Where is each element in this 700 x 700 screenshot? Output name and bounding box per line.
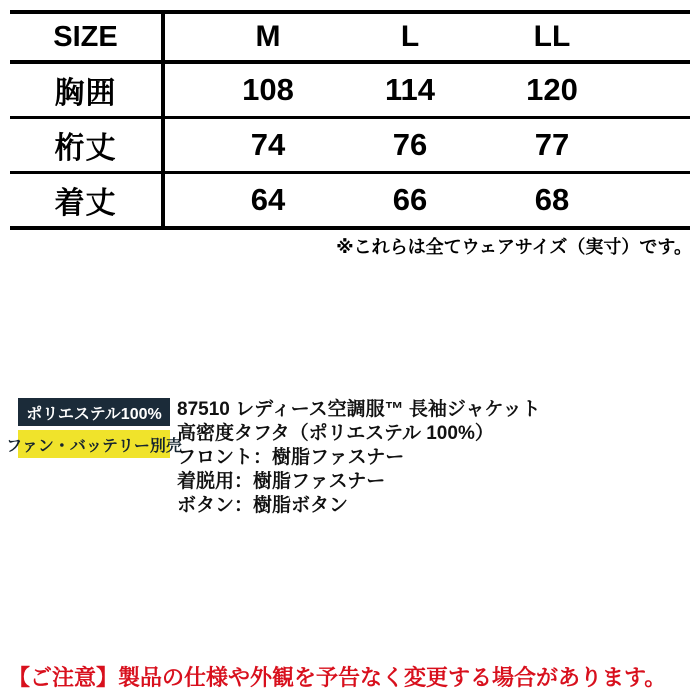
chest-value-m: 108	[242, 72, 294, 107]
material-badges	[6, 398, 182, 458]
spacer-cell	[623, 119, 690, 171]
spacer-cell	[165, 64, 197, 116]
product-info-block	[6, 398, 541, 518]
length-value-ll: 68	[534, 182, 570, 217]
spacer-cell	[623, 14, 690, 60]
spacer-cell	[165, 174, 197, 226]
table-row-chest	[10, 64, 690, 119]
sleeve-value-ll: 77	[534, 127, 570, 162]
size-col-ll: LL	[533, 20, 571, 53]
product-title-line: 87510 レディース空調服™ 長袖ジャケット	[177, 399, 541, 420]
spacer-cell	[165, 14, 197, 60]
button-line: ボタン：樹脂ボタン	[177, 495, 349, 516]
notice-warning-text: 【ご注意】製品の仕様や外観を予告なく変更する場合があります。	[8, 665, 667, 690]
length-value-l: 66	[392, 182, 428, 217]
chest-value-l: 114	[384, 72, 435, 107]
product-description	[177, 398, 541, 518]
chest-value-ll: 120	[526, 72, 578, 107]
fan-battery-sold-separately-badge: ファン・バッテリー別売	[18, 430, 170, 458]
row-label-chest: 胸囲	[10, 64, 165, 116]
polyester-badge: ポリエステル100%	[18, 398, 170, 426]
size-header-cell: SIZE	[10, 14, 165, 60]
row-label-sleeve: 桁丈	[10, 119, 165, 171]
spacer-cell	[165, 119, 197, 171]
fabric-line: 高密度タフタ（ポリエステル 100%）	[177, 423, 494, 444]
table-row-length	[10, 174, 690, 230]
size-col-l: L	[400, 20, 420, 53]
front-fastener-line: フロント：樹脂ファスナー	[177, 447, 405, 468]
sleeve-value-l: 76	[392, 127, 428, 162]
size-table	[10, 10, 690, 230]
size-table-header-row	[10, 14, 690, 64]
spacer-cell	[623, 64, 690, 116]
sleeve-value-m: 74	[250, 127, 286, 162]
table-row-sleeve	[10, 119, 690, 174]
length-value-m: 64	[250, 182, 286, 217]
spacer-cell	[623, 174, 690, 226]
row-label-length: 着丈	[10, 174, 165, 226]
size-col-m: M	[255, 20, 281, 53]
wear-size-note: ※これらは全てウェアサイズ（実寸）です。	[336, 237, 692, 257]
detachable-fastener-line: 着脱用：樹脂ファスナー	[177, 471, 386, 492]
